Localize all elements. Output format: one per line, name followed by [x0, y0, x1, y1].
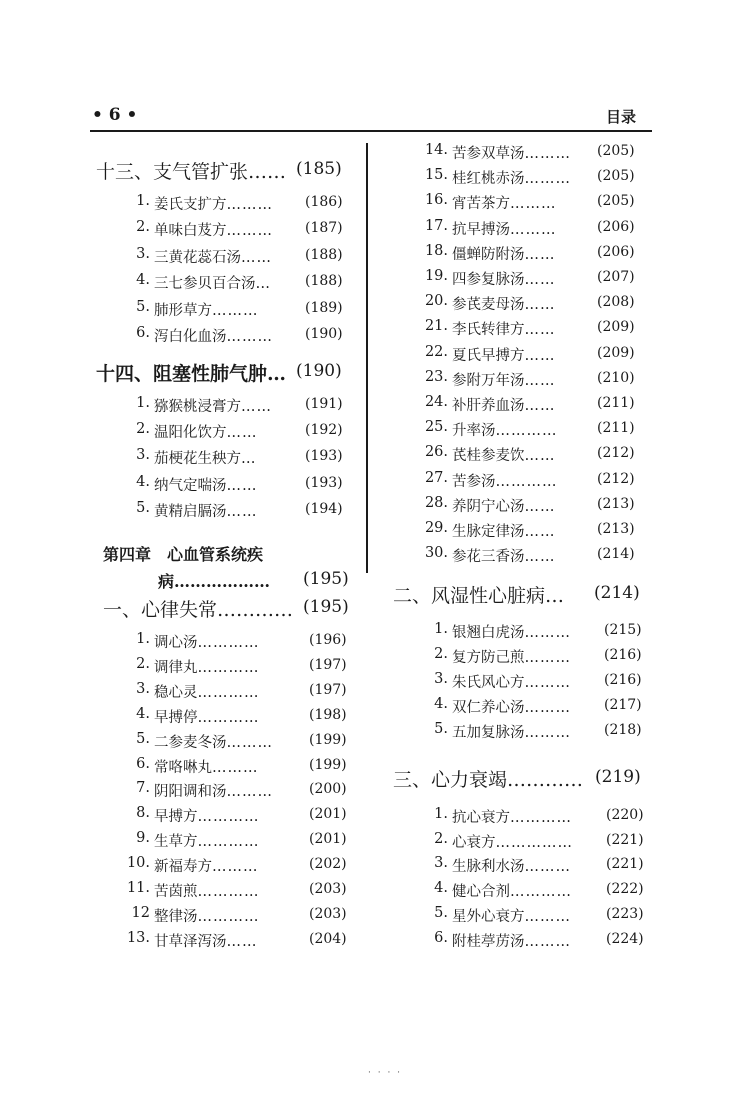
entry-name: 黄精启膈汤: [154, 503, 227, 520]
entry-name: 早搏方: [154, 809, 198, 826]
entry-page: (206): [597, 243, 635, 260]
entry-leader-dots: …………: [197, 908, 260, 925]
entry-number: 5.: [434, 720, 448, 737]
entry-title: [154, 930, 258, 951]
entry-number: 5.: [136, 298, 150, 315]
entry-title: [154, 706, 260, 727]
entry-leader-dots: ……: [524, 272, 556, 288]
entry-page: (209): [597, 319, 635, 336]
entry-page: (211): [597, 420, 635, 437]
entry-number: 18.: [424, 242, 448, 259]
entry-name: 三七参贝百合汤: [154, 276, 256, 293]
entry-page: (188): [305, 273, 343, 290]
entry-number: 23.: [424, 368, 448, 385]
entry-page: (208): [597, 294, 635, 311]
entry-name: 附桂葶苈汤: [452, 933, 525, 950]
entry-title: [452, 318, 556, 339]
entry-leader-dots: …: [255, 276, 271, 293]
entry-name: 养阴宁心汤: [452, 498, 525, 515]
entry-number: 14.: [424, 142, 448, 158]
entry-number: 8.: [136, 805, 150, 822]
entry-title: [154, 395, 272, 416]
entry-title: [452, 806, 572, 827]
entry-title: [452, 444, 556, 465]
entry-page: (205): [597, 143, 635, 159]
entry-number: 4.: [136, 473, 150, 490]
entry-page: (212): [597, 445, 635, 462]
entry-title: [154, 830, 260, 851]
entry-leader-dots: ……: [524, 498, 556, 515]
entry-page: (197): [309, 681, 347, 698]
entry-leader-dots: …………: [495, 423, 558, 440]
entry-title: [452, 344, 556, 365]
entry-name: 宵苦茶方: [452, 196, 510, 213]
entry-number: 9.: [136, 830, 150, 847]
entry-name: 早搏停: [154, 709, 198, 726]
section-heading: 三、心力衰竭…………: [393, 769, 584, 791]
entry-title: [452, 905, 571, 926]
entry-leader-dots: ………: [226, 784, 273, 801]
section-heading: 二、风湿性心脏病…: [393, 585, 565, 607]
entry-number: 22.: [424, 343, 448, 360]
entry-name: 复方防己煎: [452, 649, 525, 666]
entry-page: (200): [309, 781, 347, 798]
scan-footer-mark: · · · ·: [368, 1068, 403, 1078]
entry-page: (203): [309, 905, 347, 922]
entry-number: 1.: [136, 193, 150, 209]
entry-title: [452, 268, 556, 289]
entry-page: (196): [309, 632, 347, 648]
entry-title: [452, 545, 556, 566]
entry-leader-dots: …………: [495, 473, 558, 490]
entry-title: [154, 299, 259, 320]
entry-title: [154, 272, 271, 293]
entry-leader-dots: ………: [510, 196, 557, 213]
entry-name: 桂红桃赤汤: [452, 171, 525, 188]
entry-page: (198): [309, 706, 347, 723]
entry-name: 单味白芨方: [154, 223, 227, 240]
entry-number: 30.: [424, 545, 448, 562]
entry-number: 6.: [136, 325, 150, 341]
entry-page: (207): [597, 269, 635, 285]
entry-leader-dots: ………: [226, 329, 273, 345]
page-number: • 6 •: [92, 105, 138, 125]
entry-number: 10.: [126, 855, 150, 872]
entry-name: 夏氏早搏方: [452, 347, 525, 364]
entry-title: [154, 219, 273, 240]
entry-page: (214): [597, 546, 635, 563]
entry-number: 2.: [434, 645, 448, 662]
entry-leader-dots: …………: [197, 884, 260, 900]
entry-title: [452, 646, 571, 667]
entry-name: 银翘白虎汤: [452, 625, 525, 641]
entry-name: 四参复脉汤: [452, 272, 525, 288]
entry-name: 生脉利水汤: [452, 859, 525, 876]
entry-name: 常咯啉丸: [154, 759, 212, 776]
entry-page: (215): [604, 622, 642, 638]
entry-title: [154, 905, 260, 926]
entry-name: 猕猴桃浸膏方: [154, 399, 241, 415]
entry-page: (221): [606, 831, 644, 848]
entry-title: [154, 880, 260, 901]
entry-name: 心衰方: [452, 834, 496, 851]
entry-title: [154, 756, 259, 777]
entry-leader-dots: …………: [197, 834, 260, 851]
entry-title: [154, 325, 273, 346]
entry-name: 健心合剂: [452, 884, 510, 901]
entry-title: [452, 495, 556, 516]
entry-number: 2.: [136, 421, 150, 438]
entry-title: [154, 780, 273, 801]
entry-name: 僵蝉防附汤: [452, 246, 525, 263]
entry-number: 7.: [136, 780, 150, 797]
entry-number: 4.: [136, 272, 150, 289]
entry-name: 稳心灵: [154, 684, 198, 701]
section-heading: 十四、阻塞性肺气肿…: [96, 363, 287, 385]
chapter-heading-cont: 病………………: [158, 572, 271, 591]
entry-leader-dots: ……: [524, 448, 556, 465]
entry-leader-dots: ……: [226, 477, 258, 494]
entry-title: [452, 880, 572, 901]
entry-number: 5.: [434, 904, 448, 921]
entry-name: 茄梗花生秧方: [154, 451, 241, 468]
entry-name: 姜氏支扩方: [154, 197, 227, 213]
entry-number: 25.: [424, 419, 448, 436]
entry-leader-dots: ………: [524, 171, 571, 188]
entry-leader-dots: ………: [524, 933, 571, 950]
entry-leader-dots: ……: [524, 297, 556, 314]
entry-title: [452, 142, 571, 163]
entry-leader-dots: …………: [197, 659, 260, 676]
entry-page: (205): [597, 168, 635, 185]
section-page: (214): [594, 583, 640, 603]
entry-title: [452, 831, 573, 852]
entry-name: 二参麦冬汤: [154, 734, 227, 751]
section-page: (190): [296, 361, 342, 381]
entry-number: 3.: [434, 855, 448, 872]
entry-leader-dots: ……: [524, 246, 556, 263]
entry-number: 26.: [424, 444, 448, 461]
entry-leader-dots: …………: [510, 884, 572, 901]
entry-number: 27.: [424, 469, 448, 486]
entry-page: (202): [309, 856, 347, 873]
entry-number: 28.: [424, 494, 448, 511]
entry-page: (209): [597, 344, 635, 361]
entry-name: 升率汤: [452, 423, 496, 440]
entry-page: (212): [597, 470, 635, 487]
entry-leader-dots: ……………: [495, 834, 573, 851]
entry-number: 2.: [136, 219, 150, 236]
entry-name: 调律丸: [154, 659, 198, 676]
entry-title: [452, 243, 556, 264]
entry-leader-dots: ………: [212, 859, 259, 876]
entry-name: 芪桂参麦饮: [452, 448, 525, 465]
entry-leader-dots: …………: [197, 809, 260, 826]
entry-name: 朱氏风心方: [452, 674, 525, 691]
entry-page: (216): [604, 646, 642, 663]
entry-title: [154, 421, 258, 442]
section-page: (185): [296, 159, 342, 179]
entry-title: [154, 681, 260, 702]
entry-title: [154, 447, 257, 468]
entry-name: 纳气定喘汤: [154, 477, 227, 494]
entry-page: (193): [305, 474, 343, 491]
entry-page: (211): [597, 395, 635, 411]
entry-page: (222): [606, 881, 644, 898]
entry-leader-dots: ………: [524, 674, 571, 691]
entry-number: 2.: [136, 655, 150, 672]
entry-leader-dots: ……: [524, 398, 556, 414]
entry-title: [452, 930, 571, 951]
entry-name: 泻白化血汤: [154, 329, 227, 345]
running-header: 目录: [606, 108, 637, 126]
entry-leader-dots: ………: [226, 197, 273, 213]
column-divider: [366, 143, 368, 573]
entry-page: (189): [305, 299, 343, 316]
entry-title: [452, 369, 556, 390]
entry-number: 2.: [434, 830, 448, 847]
entry-page: (204): [309, 930, 347, 947]
entry-page: (210): [597, 369, 635, 386]
entry-number: 5.: [136, 499, 150, 516]
entry-leader-dots: ……: [524, 322, 556, 339]
section-page: (195): [303, 597, 349, 617]
entry-title: [154, 731, 273, 752]
entry-number: 1.: [434, 806, 448, 822]
entry-number: 4.: [434, 880, 448, 897]
entry-leader-dots: ………: [212, 302, 259, 319]
entry-leader-dots: ………: [524, 699, 571, 716]
entry-title: [154, 656, 260, 677]
entry-name: 新福寿方: [154, 859, 212, 876]
entry-name: 参芪麦母汤: [452, 297, 525, 314]
entry-leader-dots: ……: [524, 347, 556, 364]
entry-name: 调心汤: [154, 635, 198, 651]
entry-name: 抗早搏汤: [452, 221, 510, 238]
entry-number: 11.: [126, 880, 150, 896]
entry-page: (217): [604, 696, 642, 713]
entry-leader-dots: …: [241, 451, 257, 468]
entry-title: [452, 293, 556, 314]
entry-title: [452, 470, 558, 491]
entry-page: (194): [305, 500, 343, 517]
entry-number: 5.: [136, 730, 150, 747]
entry-page: (186): [305, 194, 343, 210]
entry-page: (223): [606, 905, 644, 922]
entry-number: 29.: [424, 520, 448, 536]
entry-page: (199): [309, 731, 347, 748]
entry-name: 整律汤: [154, 908, 198, 925]
entry-number: 20.: [424, 293, 448, 310]
entry-name: 苦茵煎: [154, 884, 198, 900]
entry-title: [154, 631, 260, 652]
entry-page: (203): [309, 881, 347, 897]
entry-name: 阴阳调和汤: [154, 784, 227, 801]
entry-title: [452, 520, 556, 541]
entry-number: 3.: [136, 680, 150, 697]
entry-leader-dots: ……: [226, 425, 258, 442]
entry-leader-dots: …………: [510, 810, 572, 826]
entry-page: (193): [305, 448, 343, 465]
entry-name: 生脉定律汤: [452, 524, 525, 540]
entry-page: (201): [309, 806, 347, 823]
entry-leader-dots: ………: [524, 724, 571, 741]
entry-leader-dots: ……: [241, 399, 272, 415]
entry-page: (188): [305, 246, 343, 263]
entry-page: (191): [305, 396, 343, 412]
entry-title: [452, 855, 571, 876]
entry-page: (213): [597, 495, 635, 512]
entry-title: [154, 474, 258, 495]
entry-page: (201): [309, 831, 347, 848]
entry-page: (213): [597, 521, 635, 537]
entry-title: [452, 671, 571, 692]
entry-name: 李氏转律方: [452, 322, 525, 339]
entry-name: 肺形草方: [154, 302, 212, 319]
entry-title: [154, 193, 273, 214]
entry-title: [154, 246, 272, 267]
entry-page: (190): [305, 326, 343, 342]
entry-name: 补肝养血汤: [452, 398, 525, 414]
entry-leader-dots: ………: [212, 759, 259, 776]
chapter-page: (195): [303, 569, 349, 589]
entry-page: (192): [305, 422, 343, 439]
entry-title: [154, 805, 260, 826]
header-rule: [90, 130, 652, 132]
entry-page: (197): [309, 656, 347, 673]
entry-number: 6.: [434, 929, 448, 946]
entry-number: 3.: [434, 670, 448, 687]
entry-name: 三黄花蕊石汤: [154, 249, 241, 266]
entry-number: 15.: [424, 167, 448, 184]
entry-leader-dots: ……: [524, 372, 556, 389]
entry-number: 16.: [424, 192, 448, 209]
entry-leader-dots: ………: [524, 625, 571, 641]
entry-title: [452, 419, 558, 440]
entry-number: 4.: [434, 695, 448, 712]
entry-number: 24.: [424, 394, 448, 410]
entry-leader-dots: ……: [241, 249, 272, 266]
entry-name: 苦参汤: [452, 473, 496, 490]
section-heading: 一、心律失常…………: [103, 599, 294, 621]
entry-number: 3.: [136, 245, 150, 262]
entry-page: (218): [604, 721, 642, 738]
entry-number: 19.: [424, 268, 448, 284]
entry-number: 1.: [136, 631, 150, 647]
entry-page: (216): [604, 671, 642, 688]
entry-number: 12: [131, 904, 150, 921]
entry-leader-dots: ………: [524, 859, 571, 876]
entry-page: (221): [606, 856, 644, 873]
entry-leader-dots: ……: [524, 524, 556, 540]
entry-number: 1.: [136, 395, 150, 411]
entry-name: 双仁养心汤: [452, 699, 525, 716]
entry-name: 参花三香汤: [452, 549, 525, 566]
entry-leader-dots: …………: [197, 635, 260, 651]
entry-leader-dots: ………: [510, 221, 557, 238]
section-page: (219): [595, 767, 641, 787]
entry-title: [452, 192, 557, 213]
entry-page: (224): [606, 930, 644, 947]
entry-leader-dots: ………: [226, 734, 273, 751]
entry-name: 抗心衰方: [452, 810, 510, 826]
entry-name: 星外心衰方: [452, 908, 525, 925]
chapter-heading: 第四章 心血管系统疾: [103, 545, 264, 564]
entry-number: 4.: [136, 705, 150, 722]
entry-title: [452, 696, 571, 717]
entry-title: [452, 218, 557, 239]
entry-name: 五加复脉汤: [452, 724, 525, 741]
entry-title: [154, 500, 258, 521]
entry-page: (220): [606, 807, 644, 823]
entry-name: 甘草泽泻汤: [154, 933, 227, 950]
entry-number: 17.: [424, 217, 448, 234]
entry-name: 参附万年汤: [452, 372, 525, 389]
entry-number: 6.: [136, 755, 150, 772]
entry-leader-dots: ………: [226, 223, 273, 240]
entry-leader-dots: ……: [226, 933, 258, 950]
entry-leader-dots: ………: [524, 908, 571, 925]
entry-title: [452, 721, 571, 742]
entry-title: [452, 621, 571, 642]
entry-title: [154, 855, 259, 876]
entry-name: 生草方: [154, 834, 198, 851]
entry-name: 温阳化饮方: [154, 425, 227, 442]
entry-page: (187): [305, 220, 343, 237]
entry-title: [452, 394, 556, 415]
entry-number: 1.: [434, 621, 448, 637]
entry-leader-dots: …………: [197, 709, 260, 726]
entry-page: (199): [309, 756, 347, 773]
entry-number: 3.: [136, 447, 150, 464]
entry-leader-dots: ……: [226, 503, 258, 520]
entry-leader-dots: ………: [524, 146, 571, 162]
entry-leader-dots: …………: [197, 684, 260, 701]
entry-page: (206): [597, 218, 635, 235]
section-heading: 十三、支气管扩张……: [96, 161, 287, 183]
entry-number: 13.: [126, 929, 150, 946]
entry-leader-dots: ……: [524, 549, 556, 566]
entry-name: 苦参双草汤: [452, 146, 525, 162]
entry-leader-dots: ………: [524, 649, 571, 666]
entry-number: 21.: [424, 318, 448, 335]
entry-page: (205): [597, 193, 635, 210]
entry-title: [452, 167, 571, 188]
